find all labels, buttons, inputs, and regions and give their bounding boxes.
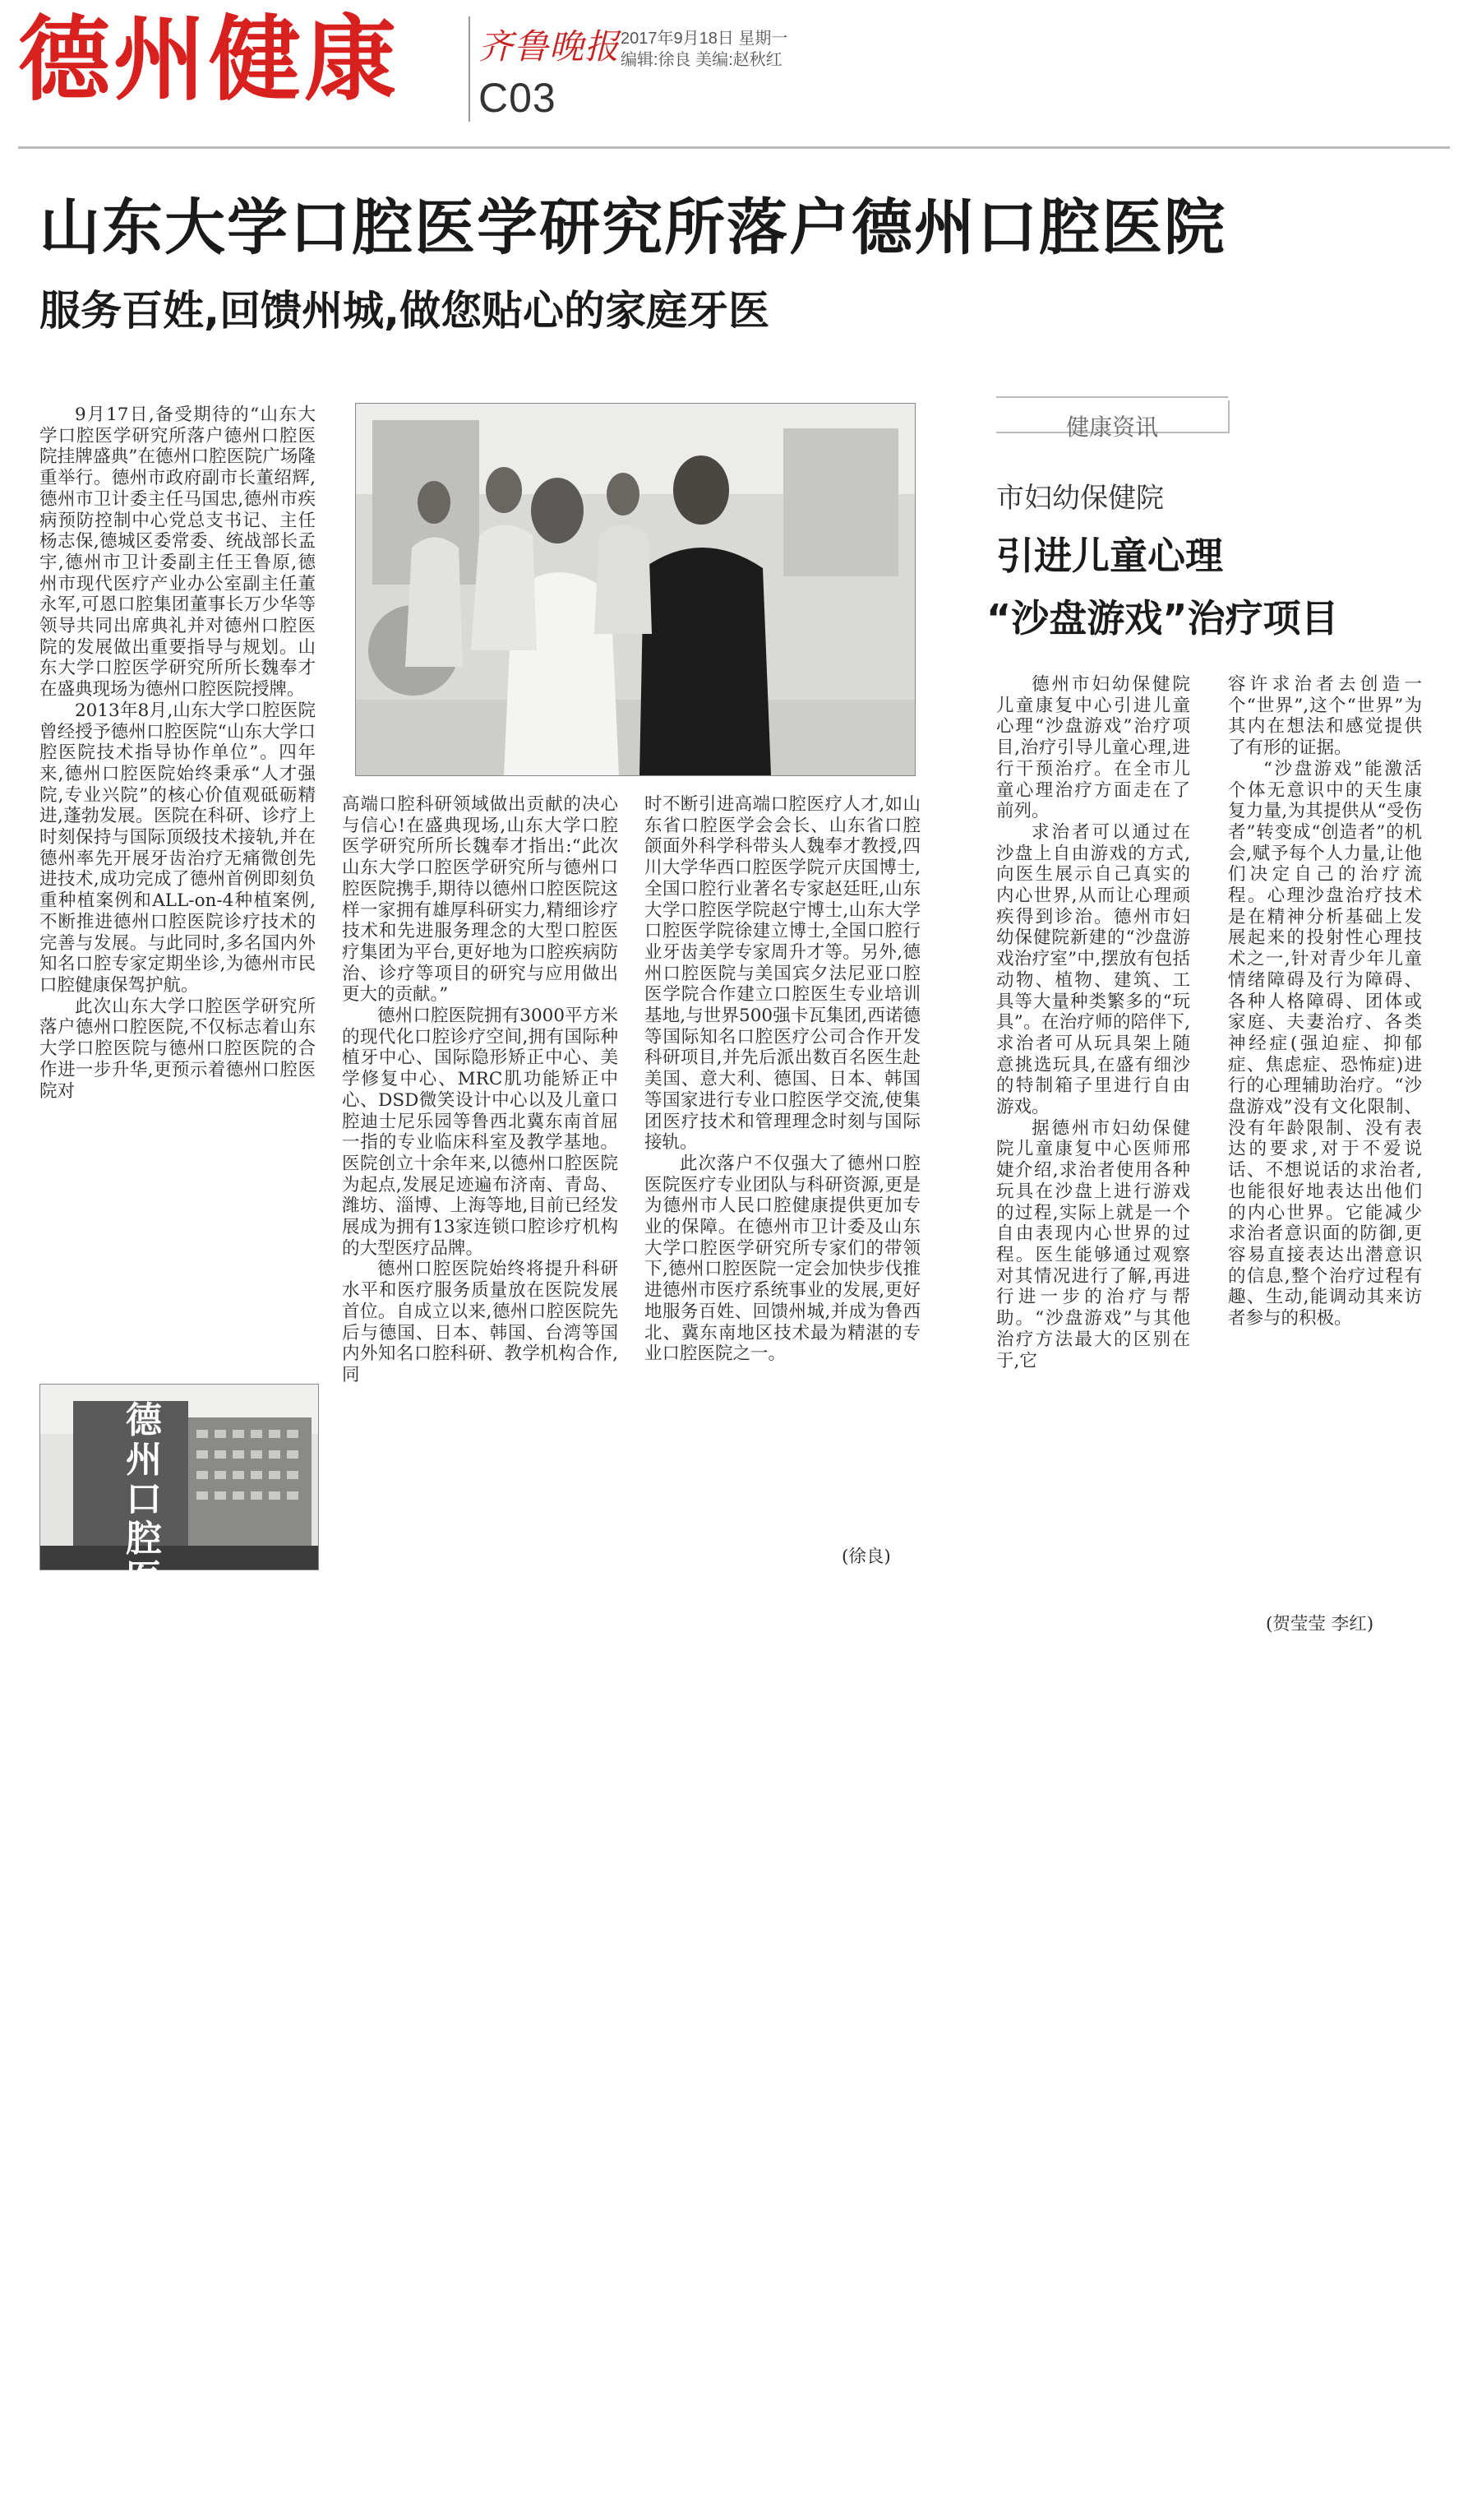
sidebar-title-line-2: “沙盘游戏”治疗项目 bbox=[986, 596, 1339, 640]
sidebar-paragraph: “沙盘游戏”能激活个体无意识中的天生康复力量,为其提供从“受伤者”转变成“创造者”的机会,赋予每个人力量,让他们决定自己的治疗流程。心理沙盘治疗技术是在精神分析基础上发展起来的投射性心理技术之一,针对青少年儿童情绪障碍及行为障碍、各种人格障碍、团体或家庭、夫妻治疗、各类神经症(强迫症、抑郁症、焦虑症、恐怖症)进行的心理辅助治疗。“沙盘游戏”没有文化限制、没有年龄限制、没有表达的要求,对于不爱说话、不想说话的求治者,也能很好地表达出他们的内心世界。它能减少求治者意识面的防御,更容易直接表达出潜意识的信息,整个治疗过程有趣、生动,能调动其来访者参与的积极。 bbox=[1228, 758, 1422, 1329]
article-paragraph: 2013年8月,山东大学口腔医院曾经授予德州口腔医院“山东大学口腔医院技术指导协作单位”。四年来,德州口腔医院始终秉承“人才强院,专业兴院”的核心价值观砥砺精进,蓬勃发展。医院在科研、诊疗上时刻保持与国际顶级技术接轨,并在德州率先开展牙齿治疗无痛微创先进技术,成功完成了德州首例即刻负重种植案例和ALL-on-4种植案例,不断推进德州口腔医院诊疗技术的完善与发展。与此同时,多名国内外知名口腔专家定期坐诊,为德州市民口腔健康保驾护航。 bbox=[39, 700, 316, 996]
article-byline: (徐良) bbox=[842, 1547, 891, 1567]
page-number: C03 bbox=[478, 75, 556, 121]
article-paragraph: 高端口腔科研领域做出贡献的决心与信心!在盛典现场,山东大学口腔医学研究所所长魏奉才指出:“此次山东大学口腔医学研究所与德州口腔医院携手,期待以德州口腔医院这样一家拥有雄厚科研实力,精细诊疗技术和先进服务理念的大型口腔医疗集团为平台,更好地为口腔疾病防治、诊疗等项目的研究与应用做出更大的贡献。” bbox=[342, 794, 618, 1006]
article-paragraph: 此次落户不仅强大了德州口腔医院医疗专业团队与科研资源,更是为德州市人民口腔健康提供更加专业的保障。在德州市卫计委及山东大学口腔医学研究所专家们的带领下,德州口腔医院一定会加快步伐推进德州市医疗系统事业的发展,更好地服务百姓、回馈州城,并成为鲁西北、冀东南地区技术最为精湛的专业口腔医院之一。 bbox=[644, 1153, 921, 1365]
building-sign bbox=[119, 1401, 168, 1638]
article-paragraph: 时不断引进高端口腔医疗人才,如山东省口腔医学会会长、山东省口腔颌面外科学科带头人魏奉才教授,四川大学华西口腔医学院亓庆国博士,全国口腔行业著名专家赵廷旺,山东大学口腔医学院赵宁博士,山东大学口腔医学院徐建立博士,全国口腔行业牙齿美学专家周升才等。另外,德州口腔医院与美国宾夕法尼亚口腔医学院合作建立口腔医生专业培训基地,与世界500强卡瓦集团,西诺德等国际知名口腔医疗公司合作开发科研项目,并先后派出数百名医生赴美国、意大利、德国、日本、韩国等国家进行专业口腔医学交流,使集团医疗技术和管理理念时刻与国际接轨。 bbox=[644, 794, 921, 1154]
article-column-3 bbox=[644, 794, 921, 1365]
hospital-building-image bbox=[40, 1385, 318, 1570]
masthead-rule bbox=[18, 146, 1450, 149]
sidebar-tag: 健康资讯 bbox=[1065, 414, 1158, 440]
sidebar-column-1 bbox=[996, 674, 1190, 1371]
section-title: 德州健康 bbox=[18, 6, 399, 113]
sidebar-kicker: 市妇幼保健院 bbox=[996, 483, 1164, 514]
building-sign-text: 德州口腔医院 bbox=[126, 1399, 162, 1639]
masthead-divider bbox=[469, 16, 470, 122]
article-paragraph: 9月17日,备受期待的“山东大学口腔医学研究所落户德州口腔医院挂牌盛典”在德州口腔医院广场隆重举行。德州市政府副市长董绍辉,德州市卫计委主任马国忠,德州市疾病预防控制中心党总支书记、主任杨志保,德城区委常委、统战部长孟宇,德州市卫计委副主任王鲁原,德州市现代医疗产业办公室副主任董永军,可恩口腔集团董事长万少华等领导共同出席典礼并对德州口腔医院的发展做出重要指导与规划。山东大学口腔医学研究所所长魏奉才在盛典现场为德州口腔医院授牌。 bbox=[39, 405, 316, 701]
sidebar-paragraph: 求治者可以通过在沙盘上自由游戏的方式,向医生展示自己真实的内心世界,从而让心理顽疾得到诊治。德州市妇幼保健院新建的“沙盘游戏治疗室”中,摆放有包括动物、植物、建筑、工具等大量种类繁多的“玩具”。在治疗师的陪伴下,求治者可从玩具架上随意挑选玩具,在盛有细沙的特制箱子里进行自由游戏。 bbox=[996, 821, 1190, 1118]
sidebar-paragraph: 容许求治者去创造一个“世界”,这个“世界”为其内在想法和感觉提供了有形的证据。 bbox=[1228, 674, 1422, 759]
sidebar-column-2 bbox=[1228, 674, 1422, 1329]
sidebar-byline: (贺莹莹 李红) bbox=[1266, 1614, 1374, 1635]
sidebar-paragraph: 据德州市妇幼保健院儿童康复中心医师邢婕介绍,求治者使用各种玩具在沙盘上进行游戏的过程,实际上就是一个自由表现内心世界的过程。医生能够通过观察对其情况进行了解,再进行进一步的治疗与帮助。“沙盘游戏”与其他治疗方法最大的区别在于,它 bbox=[996, 1117, 1190, 1371]
editor-line: 编辑:徐良 美编:赵秋红 bbox=[621, 51, 782, 69]
article-subheadline: 服务百姓,回馈州城,做您贴心的家庭牙医 bbox=[39, 287, 769, 335]
article-column-2 bbox=[342, 794, 618, 1386]
newspaper-logo: 齐鲁晚报 bbox=[478, 26, 621, 67]
article-paragraph: 此次山东大学口腔医学研究所落户德州口腔医院,不仅标志着山东大学口腔医院与德州口腔医院的合作进一步升华,更预示着德州口腔医院对 bbox=[39, 996, 316, 1102]
article-paragraph: 德州口腔医院拥有3000平方米的现代化口腔诊疗空间,拥有国际种植牙中心、国际隐形矫正中心、美学修复中心、MRC肌功能矫正中心、DSD微笑设计中心以及儿童口腔迪士尼乐园等鲁西北冀东南首屈一指的专业临床科室及教学基地。医院创立十余年来,以德州口腔医院为起点,发展足迹遍布济南、青岛、潍坊、淄博、上海等地,目前已经发展成为拥有13家连锁口腔诊疗机构的大型医疗品牌。 bbox=[342, 1006, 618, 1259]
sidebar-title-line-1: 引进儿童心理 bbox=[996, 534, 1223, 578]
ceremony-photo bbox=[355, 403, 916, 776]
article-headline: 山东大学口腔医学研究所落户德州口腔医院 bbox=[39, 192, 1226, 263]
sidebar-paragraph: 德州市妇幼保健院儿童康复中心引进儿童心理“沙盘游戏”治疗项目,治疗引导儿童心理,进行干预治疗。在全市儿童心理治疗方面走在了前列。 bbox=[996, 674, 1190, 822]
article-column-1 bbox=[39, 405, 316, 1102]
hospital-building-photo bbox=[39, 1384, 319, 1639]
date-line: 2017年9月18日 星期一 bbox=[621, 30, 788, 48]
article-paragraph: 德州口腔医院始终将提升科研水平和医疗服务质量放在医院发展首位。自成立以来,德州口腔医院先后与德国、日本、韩国、台湾等国内外知名口腔科研、教学机构合作,同 bbox=[342, 1259, 618, 1385]
ceremony-photo-image bbox=[356, 404, 915, 775]
